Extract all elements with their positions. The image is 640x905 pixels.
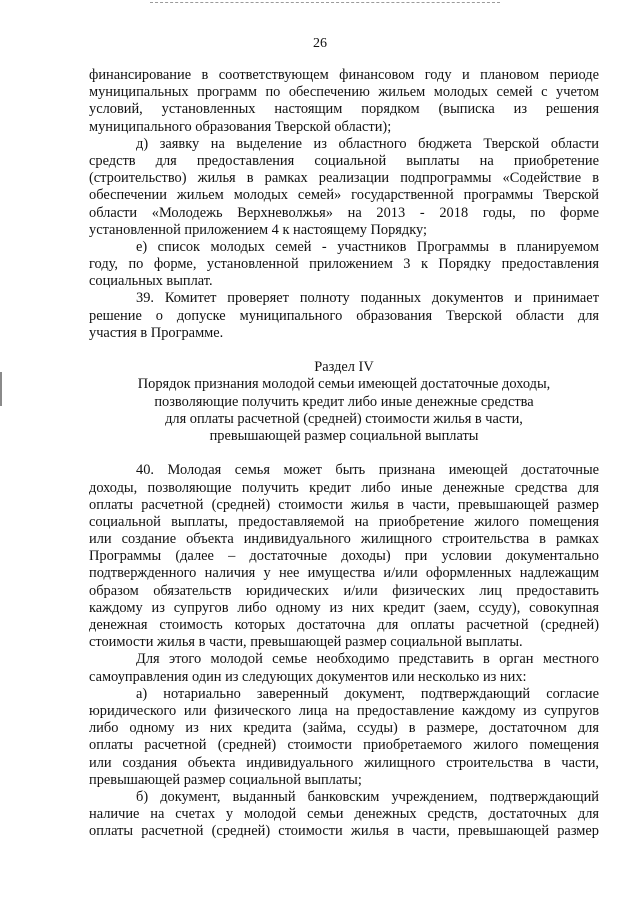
text-line: муниципального образования Тверской области); [89,118,392,135]
text-line: 39. Комитет проверяет полноту поданных документов и принимает [136,290,599,307]
text-line: е) список молодых семей - участников Программы в планируемом [136,238,599,255]
text-line: области «Молодежь Верхневолжья» на 2013 - 2018 годы, по форме [89,204,599,221]
text-line: доходы, позволяющие получить кредит либо иные денежные средства для [89,479,599,496]
text-line: 40. Молодая семья может быть признана имеющей достаточные [136,462,599,479]
paragraph-intro [89,651,599,685]
text-line: стоимости жилья в части, превышающей размер социальной выплаты. [89,634,523,651]
text-line: образом обязательств юридических и/или физических лиц предоставить [89,582,599,599]
item-e [89,239,599,291]
text-line: средств для предоставления социальной выплаты на приобретение [89,152,599,169]
text-line: установленной приложением 4 к настоящему Порядку; [89,221,428,238]
text-line: либо одному из них кредита (займа, ссуды) в размере, достаточном для [89,720,599,737]
text-line: подтвержденного наличия у нее имущества и/или оформленных надлежащим [89,565,599,582]
text-line: социальных выплат. [89,273,213,290]
text-line: Программы (далее – достаточные доходы) при условии документально [89,548,599,565]
text-line: финансирование в соответствующем финансовом году и плановом периоде [89,67,599,83]
text-line: превышающей размер социальной выплаты [209,427,479,444]
text-line: каждому из супругов либо одному из них кредит (заем, ссуду), совокупная [89,599,599,616]
text-line: Раздел IV [314,359,374,376]
text-line: а) нотариально заверенный документ, подтверждающий согласие [136,685,599,702]
text-line: году, по форме, установленной приложением 3 к Порядку предоставления [89,256,599,273]
text-line: или создание объекта индивидуального жилищного строительства в рамках [89,531,599,548]
gap [89,342,599,359]
text-line: оплаты расчетной (средней) стоимости жилья в части, превышающей размер [89,496,599,513]
text-line: превышающей размер социальной выплаты; [89,771,362,788]
text-line: оплаты расчетной (средней) стоимости приобретаемого жилого помещения [89,737,599,754]
text-line: оплаты расчетной (средней) стоимости жилья в части, превышающей размер [89,823,599,840]
section-heading [89,359,599,445]
text-line: Порядок признания молодой семьи имеющей достаточные доходы, [137,376,551,393]
item-a [89,686,599,789]
text-line: Для этого молодой семье необходимо представить в орган местного [136,651,599,668]
gap [89,445,599,462]
text-line: позволяющие получить кредит либо иные денежные средства [154,393,534,410]
scan-edge-mark [0,372,2,406]
text-line: б) документ, выданный банковским учреждением, подтверждающий [136,788,599,805]
text-line: обеспечении жильем молодых семей» государственной программы Тверской [89,187,599,204]
page-number: 26 [313,36,327,51]
text-line: д) заявку на выделение из областного бюджета Тверской области [136,135,599,152]
text-line: денежная стоимость которых достаточна для оплаты расчетной (средней) [89,617,599,633]
text-line: самоуправления один из следующих документов или несколько из них: [89,668,527,685]
text-line: социальной выплаты, предоставляемой на приобретение жилого помещения [89,513,599,530]
block-continuation [89,67,599,136]
text-line: решение о допуске муниципального образования Тверской области для [89,307,599,324]
document-body [89,67,599,840]
text-line: участия в Программе. [89,324,224,341]
paragraph-39 [89,290,599,342]
text-line: наличие на счетах у молодой семьи денежных средств, достаточных для [89,806,599,823]
paragraph-40 [89,462,599,651]
text-line: условий, установленных настоящим порядком (выписка из решения [89,101,599,118]
text-line: юридического или физического лица на предоставление каждому из супругов [89,702,599,719]
item-b [89,789,599,841]
text-line: для оплаты расчетной (средней) стоимости жилья в части, [165,410,523,427]
text-line: или создания объекта индивидуального жилищного строительства в части, [89,754,599,771]
text-line: муниципальных программ по обеспечению жильем молодых семей с учетом [89,84,599,101]
scan-top-edge [150,2,500,4]
text-line: (строительство) жилья в рамках реализации подпрограммы «Содействие в [89,170,599,187]
item-d [89,136,599,239]
